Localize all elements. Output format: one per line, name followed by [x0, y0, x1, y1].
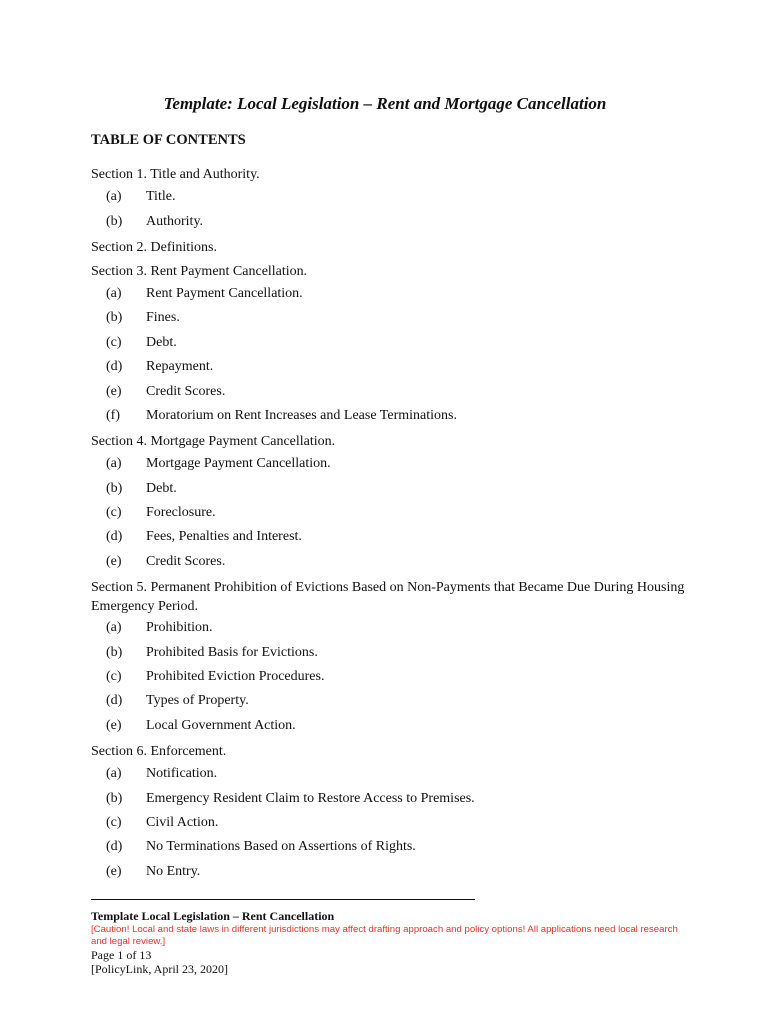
toc-subsection	[91, 379, 691, 403]
toc-subsection-title: Debt.	[146, 334, 177, 350]
toc-subsection	[91, 640, 691, 664]
toc-section: Section 2. Definitions.	[91, 239, 217, 255]
toc-subsection-title: No Terminations Based on Assertions of Rights.	[146, 839, 416, 855]
toc-subsection-title: Foreclosure.	[146, 505, 216, 521]
toc-subsection-title: Mortgage Payment Cancellation.	[146, 456, 331, 472]
toc-subsection	[91, 185, 691, 209]
toc-subsection	[91, 282, 691, 306]
toc-subsection-title: Moratorium on Rent Increases and Lease Terminations.	[146, 407, 457, 423]
toc-subsection	[91, 665, 691, 689]
toc-subsection-letter: (b)	[106, 310, 123, 326]
toc-subsection	[91, 786, 691, 810]
toc-subsection-letter: (d)	[106, 529, 123, 545]
toc-section: Section 1. Title and Authority.	[91, 167, 260, 182]
caution-note: [Caution! Local and state laws in different jurisdictions may affect drafting approach and policy options! All applications need local research and legal review.]	[91, 924, 678, 947]
toc-subsection-letter: (d)	[106, 359, 123, 375]
toc-subsection-letter: (e)	[106, 863, 122, 879]
toc-subsection	[91, 331, 691, 355]
toc-subsection-title: Local Government Action.	[146, 717, 296, 733]
toc-subsection-title: Repayment.	[146, 359, 214, 375]
toc-subsection-title: Civil Action.	[146, 815, 219, 830]
toc-subsection-letter: (b)	[106, 644, 123, 660]
toc-subsection-title: Authority.	[146, 213, 204, 229]
toc-subsection-letter: (e)	[106, 383, 122, 399]
toc-subsection-title: Rent Payment Cancellation.	[146, 285, 303, 301]
toc-subsection	[91, 306, 691, 330]
toc-subsection-title: Credit Scores.	[146, 383, 226, 399]
toc-subsection-letter: (a)	[106, 189, 122, 205]
document-title: Template: Local Legislation – Rent and Mortgage Cancellation	[163, 94, 607, 113]
toc-subsection-letter: (c)	[106, 669, 122, 685]
toc-subsection-letter: (a)	[106, 456, 122, 472]
toc-heading: TABLE OF CONTENTS	[91, 132, 246, 148]
toc-subsection	[91, 452, 691, 476]
toc-subsection-title: Debt.	[146, 480, 177, 496]
toc-section: Section 3. Rent Payment Cancellation.	[91, 263, 308, 279]
toc-subsection-letter: (e)	[106, 717, 122, 733]
toc-subsection-letter: (c)	[106, 815, 122, 830]
page-number: Page 1 of 13	[91, 948, 152, 962]
footer-title: Template Local Legislation – Rent Cancellation	[91, 909, 335, 923]
toc-subsection-title: Types of Property.	[146, 693, 249, 709]
toc-subsection-letter: (d)	[106, 839, 123, 855]
toc-subsection	[91, 550, 691, 574]
toc-subsection	[91, 762, 691, 786]
toc-subsection-title: Title.	[146, 189, 176, 205]
page-footer	[91, 909, 681, 976]
toc-section: Section 5. Permanent Prohibition of Evictions Based on Non-Payments that Became Due During Housing Emergency Period.	[91, 580, 685, 615]
toc-section: Section 6. Enforcement.	[91, 744, 227, 760]
toc-subsection-letter: (e)	[106, 553, 122, 569]
toc-subsection-title: Prohibited Eviction Procedures.	[146, 669, 325, 685]
toc-section: Section 4. Mortgage Payment Cancellation.	[91, 434, 336, 450]
table-of-contents	[91, 165, 691, 884]
toc-subsection	[91, 477, 691, 501]
toc-subsection-title: Fines.	[146, 310, 180, 326]
toc-subsection-letter: (a)	[106, 620, 122, 636]
toc-subsection-letter: (a)	[106, 766, 122, 782]
toc-subsection-letter: (a)	[106, 285, 122, 301]
toc-subsection	[91, 714, 691, 738]
toc-subsection-letter: (c)	[106, 505, 122, 521]
toc-subsection-title: Prohibited Basis for Evictions.	[146, 644, 318, 660]
toc-subsection-letter: (b)	[106, 790, 123, 806]
toc-subsection-letter: (c)	[106, 334, 122, 350]
toc-subsection	[91, 811, 691, 835]
toc-subsection	[91, 209, 691, 233]
toc-subsection	[91, 525, 691, 549]
toc-subsection	[91, 501, 691, 525]
toc-subsection	[91, 404, 691, 428]
toc-subsection	[91, 835, 691, 859]
toc-subsection-letter: (f)	[106, 407, 120, 423]
toc-subsection-letter: (b)	[106, 480, 123, 496]
toc-subsection-letter: (b)	[106, 213, 123, 229]
footer-credit: [PolicyLink, April 23, 2020]	[91, 962, 228, 976]
toc-subsection	[91, 860, 691, 884]
toc-subsection	[91, 355, 691, 379]
toc-subsection-title: Prohibition.	[146, 620, 213, 636]
footnote-divider	[91, 899, 475, 900]
toc-subsection-title: Fees, Penalties and Interest.	[146, 529, 302, 545]
toc-subsection-title: No Entry.	[146, 863, 201, 879]
toc-subsection-title: Notification.	[146, 766, 218, 782]
toc-subsection-letter: (d)	[106, 693, 123, 709]
toc-subsection-title: Credit Scores.	[146, 553, 226, 569]
toc-subsection	[91, 689, 691, 713]
toc-subsection-title: Emergency Resident Claim to Restore Access to Premises.	[146, 790, 475, 806]
toc-subsection	[91, 616, 691, 640]
